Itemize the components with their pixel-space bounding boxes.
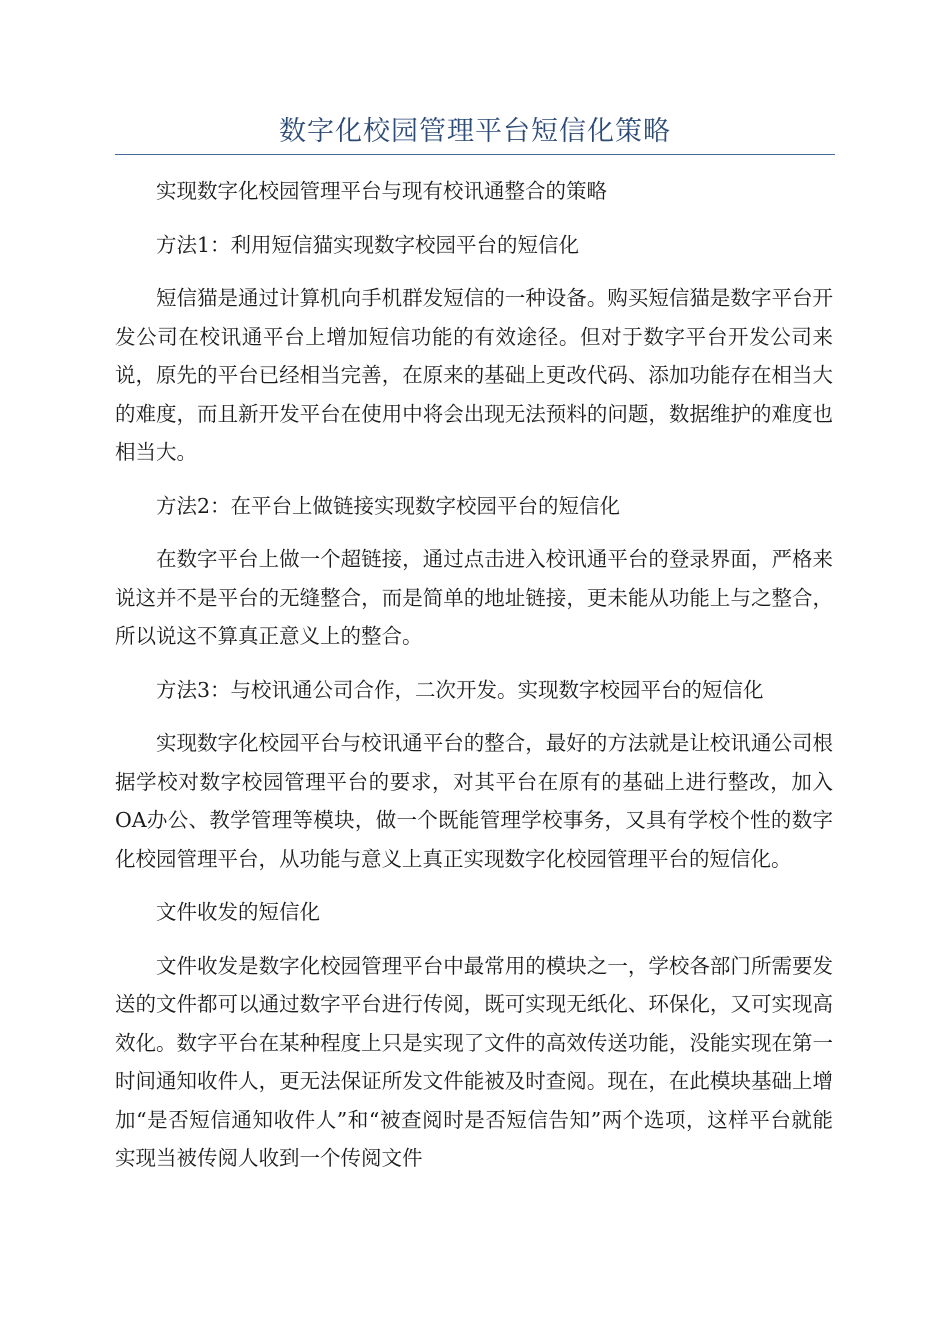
paragraph-method-3-heading: 方法3：与校讯通公司合作，二次开发。实现数字校园平台的短信化: [156, 677, 764, 702]
paragraph-file-heading: 文件收发的短信化: [156, 900, 320, 924]
title-underline: [115, 154, 835, 155]
paragraph-file-body: 文件收发是数字化校园管理平台中最常用的模块之一，学校各部门所需要发送的文件都可以通过数字平台进行传阅，既可实现无纸化、环保化，又可实现高效化。数字平台在某种程度上只是实现了文件的高效传送功能，没能实现在第一时间通知收件人，更无法保证所发文件能被及时查阅。现在，在此模块基础上增加“是否短信通知收件人”和“被查阅时是否短信告知”两个选项，这样平台就能实现当被传阅人收到一个传阅文件: [115, 953, 833, 1170]
paragraph-method-2-heading: 方法2：在平台上做链接实现数字校园平台的短信化: [156, 493, 621, 518]
paragraph-method-1-heading: 方法1：利用短信猫实现数字校园平台的短信化: [156, 232, 580, 257]
paragraph-method-1-body: 短信猫是通过计算机向手机群发短信的一种设备。购买短信猫是数字平台开发公司在校讯通平台上增加短信功能的有效途径。但对于数字平台开发公司来说，原先的平台已经相当完善，在原来的基础上更改代码、添加功能存在相当大的难度，而且新开发平台在使用中将会出现无法预料的问题，数据维护的难度也相当大。: [115, 286, 833, 464]
paragraph-heading-strategy: 实现数字化校园管理平台与现有校讯通整合的策略: [156, 179, 607, 203]
document-title: 数字化校园管理平台短信化策略: [279, 116, 671, 147]
paragraph-method-3-body: 实现数字化校园平台与校讯通平台的整合，最好的方法就是让校讯通公司根据学校对数字校园管理平台的要求，对其平台在原有的基础上进行整改，加入OA办公、教学管理等模块，做一个既能管理学校事务，又具有学校个性的数字化校园管理平台，从功能与意义上真正实现数字化校园管理平台的短信化。: [115, 731, 833, 871]
document-body: [115, 172, 833, 1193]
paragraph-method-2-body: 在数字平台上做一个超链接，通过点击进入校讯通平台的登录界面，严格来说这并不是平台的无缝整合，而是简单的地址链接，更未能从功能上与之整合，所以说这不算真正意义上的整合。: [115, 547, 833, 648]
